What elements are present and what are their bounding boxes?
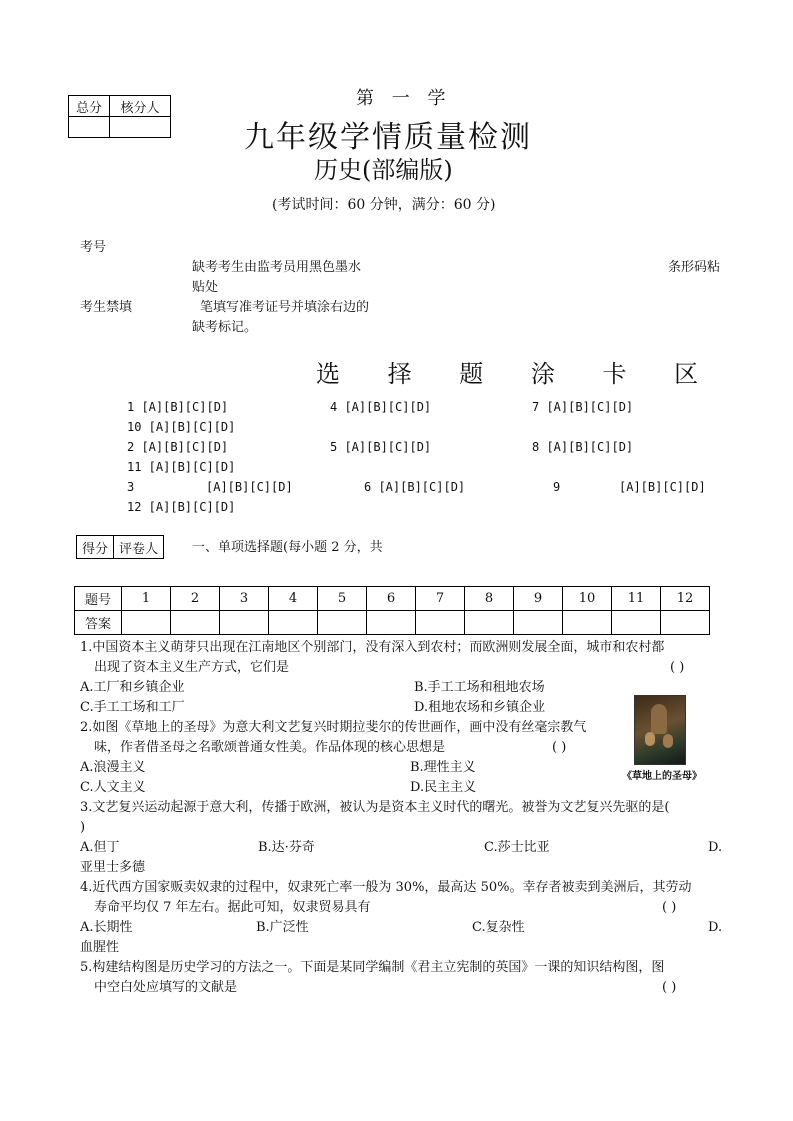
- answer-cell[interactable]: [563, 611, 612, 635]
- question-3-line2[interactable]: ): [80, 820, 86, 835]
- number-cell: 3: [220, 587, 269, 611]
- forbid-label: 考生禁填: [80, 300, 133, 315]
- total-score-cell[interactable]: [69, 117, 110, 138]
- number-cell: 12: [661, 587, 710, 611]
- card-row-1-col-3[interactable]: 7 [A][B][C][D]: [532, 400, 634, 414]
- painting-figure: [651, 704, 667, 734]
- checker-label: 核分人: [110, 96, 171, 117]
- number-cell: 10: [563, 587, 612, 611]
- answer-cell[interactable]: [122, 611, 171, 635]
- score-summary-box: [68, 95, 171, 138]
- painting-child-figure: [663, 734, 673, 748]
- question-3-line1: 3.文艺复兴运动起源于意大利，传播于欧洲，被认为是资本主义时代的曙光。被誉为文艺复兴先驱的是(: [80, 800, 670, 815]
- question-4-option-d-letter: D.: [708, 920, 723, 935]
- question-2-line1: 2.如图《草地上的圣母》为意大利文艺复兴时期拉斐尔的传世画作，画中没有丝毫宗教气: [80, 720, 587, 735]
- answer-row: [75, 611, 710, 635]
- checker-cell[interactable]: [110, 117, 171, 138]
- exam-number-label: 考号: [80, 240, 107, 255]
- question-3-option-d-letter: D.: [708, 840, 723, 855]
- madonna-painting-image: [634, 695, 686, 765]
- card-row-1-col-2[interactable]: 4 [A][B][C][D]: [330, 400, 432, 414]
- grader-box: [76, 535, 164, 559]
- number-cell: 1: [122, 587, 171, 611]
- card-row-4[interactable]: 11 [A][B][C][D]: [127, 460, 236, 474]
- question-3-option-c: C.莎士比亚: [484, 840, 550, 855]
- answer-cell[interactable]: [514, 611, 563, 635]
- question-1-line1: 1.中国资本主义萌芽只出现在江南地区个别部门，没有深入到农村；而欧洲则发展全面，城市和农村都: [80, 640, 665, 655]
- question-3-option-b: B.达·芬奇: [258, 840, 315, 855]
- number-cell: 4: [269, 587, 318, 611]
- term-line: 第 一 学: [356, 88, 452, 109]
- question-1-option-c: C.手工工场和工厂: [80, 700, 185, 715]
- card-row-1-col-1[interactable]: 1 [A][B][C][D]: [127, 400, 229, 414]
- answer-cell[interactable]: [318, 611, 367, 635]
- choice-card-title: 选 择 题 涂 卡 区: [316, 360, 719, 388]
- section-heading: 一、单项选择题(每小题 2 分，共: [192, 540, 383, 555]
- absent-note-line3: 缺考标记。: [192, 320, 258, 335]
- answer-cell[interactable]: [220, 611, 269, 635]
- question-2-option-b: B.理性主义: [410, 760, 476, 775]
- answer-cell[interactable]: [612, 611, 661, 635]
- number-cell: 7: [416, 587, 465, 611]
- number-cell: 6: [367, 587, 416, 611]
- question-1-answer-paren[interactable]: ( ): [670, 660, 685, 675]
- answer-cell[interactable]: [367, 611, 416, 635]
- question-2-line2: 味，作者借圣母之名歌颂普通女性美。作品体现的核心思想是: [94, 740, 446, 755]
- barcode-label: 条形码粘: [668, 260, 721, 275]
- card-row-2[interactable]: 10 [A][B][C][D]: [127, 420, 236, 434]
- answer-cell[interactable]: [465, 611, 514, 635]
- question-2-option-c: C.人文主义: [80, 780, 146, 795]
- question-1-line2: 出现了资本主义生产方式，它们是: [94, 660, 290, 675]
- question-1-option-d: D.租地农场和乡镇企业: [414, 700, 546, 715]
- card-row-5-options-9[interactable]: [A][B][C][D]: [619, 480, 706, 494]
- page-title: 九年级学情质量检测: [244, 120, 532, 155]
- question-4-answer-paren[interactable]: ( ): [662, 900, 677, 915]
- card-row-6[interactable]: 12 [A][B][C][D]: [127, 500, 236, 514]
- question-2-answer-paren[interactable]: ( ): [552, 740, 567, 755]
- question-1-option-a: A.工厂和乡镇企业: [80, 680, 185, 695]
- absent-note-line2: 笔填写准考证号并填涂右边的: [200, 300, 370, 315]
- card-row-3-col-1[interactable]: 2 [A][B][C][D]: [127, 440, 229, 454]
- number-cell: 9: [514, 587, 563, 611]
- answer-cell[interactable]: [416, 611, 465, 635]
- answer-table: [74, 586, 710, 635]
- card-row-3-col-3[interactable]: 8 [A][B][C][D]: [532, 440, 634, 454]
- answer-cell[interactable]: [269, 611, 318, 635]
- card-row-5-col-2[interactable]: 6 [A][B][C][D]: [364, 480, 466, 494]
- question-2-option-a: A.浪漫主义: [80, 760, 146, 775]
- reviewer-label: 评卷人: [114, 536, 164, 559]
- row-label-answer: 答案: [75, 611, 122, 635]
- number-cell: 11: [612, 587, 661, 611]
- question-3-option-a: A.但丁: [80, 840, 120, 855]
- question-4-line1: 4.近代西方国家贩卖奴隶的过程中，奴隶死亡率一般为 30%，最高达 50%。幸存者被卖到美洲后，其劳动: [80, 880, 692, 895]
- question-4-option-d-text: 血腥性: [80, 940, 120, 955]
- number-cell: 5: [318, 587, 367, 611]
- score-label: 得分: [77, 536, 114, 559]
- question-4-option-b: B.广泛性: [256, 920, 309, 935]
- question-2-option-d: D.民主主义: [410, 780, 477, 795]
- card-row-5-num-3: 3: [127, 480, 135, 494]
- question-4-line2: 寿命平均仅 7 年左右。据此可知，奴隶贸易具有: [94, 900, 371, 915]
- row-label-number: 题号: [75, 587, 122, 611]
- answer-cell[interactable]: [171, 611, 220, 635]
- question-4-option-c: C.复杂性: [472, 920, 525, 935]
- question-5-line2: 中空白处应填写的文献是: [94, 980, 238, 995]
- total-score-label: 总分: [69, 96, 110, 117]
- painting-child-figure: [645, 732, 655, 746]
- answer-cell[interactable]: [661, 611, 710, 635]
- card-row-3-col-2[interactable]: 5 [A][B][C][D]: [330, 440, 432, 454]
- question-5-answer-paren[interactable]: ( ): [662, 980, 677, 995]
- question-3-option-d-text: 亚里士多德: [80, 860, 146, 875]
- question-4-option-a: A.长期性: [80, 920, 133, 935]
- number-cell: 8: [465, 587, 514, 611]
- card-row-5-options-3[interactable]: [A][B][C][D]: [206, 480, 293, 494]
- question-1-option-b: B.手工工场和租地农场: [414, 680, 545, 695]
- card-row-5-num-9: 9: [553, 480, 561, 494]
- paste-label: 贴处: [192, 280, 219, 295]
- exam-time-note: (考试时间：60 分钟，满分：60 分): [272, 197, 496, 213]
- painting-caption: 《草地上的圣母》: [622, 771, 702, 782]
- question-number-row: [75, 587, 710, 611]
- absent-note-line1: 缺考考生由监考员用黑色墨水: [192, 260, 362, 275]
- question-5-line1: 5.构建结构图是历史学习的方法之一。下面是某同学编制《君主立宪制的英国》一课的知识结构图，图: [80, 960, 665, 975]
- page-subtitle: 历史(部编版): [314, 156, 453, 184]
- number-cell: 2: [171, 587, 220, 611]
